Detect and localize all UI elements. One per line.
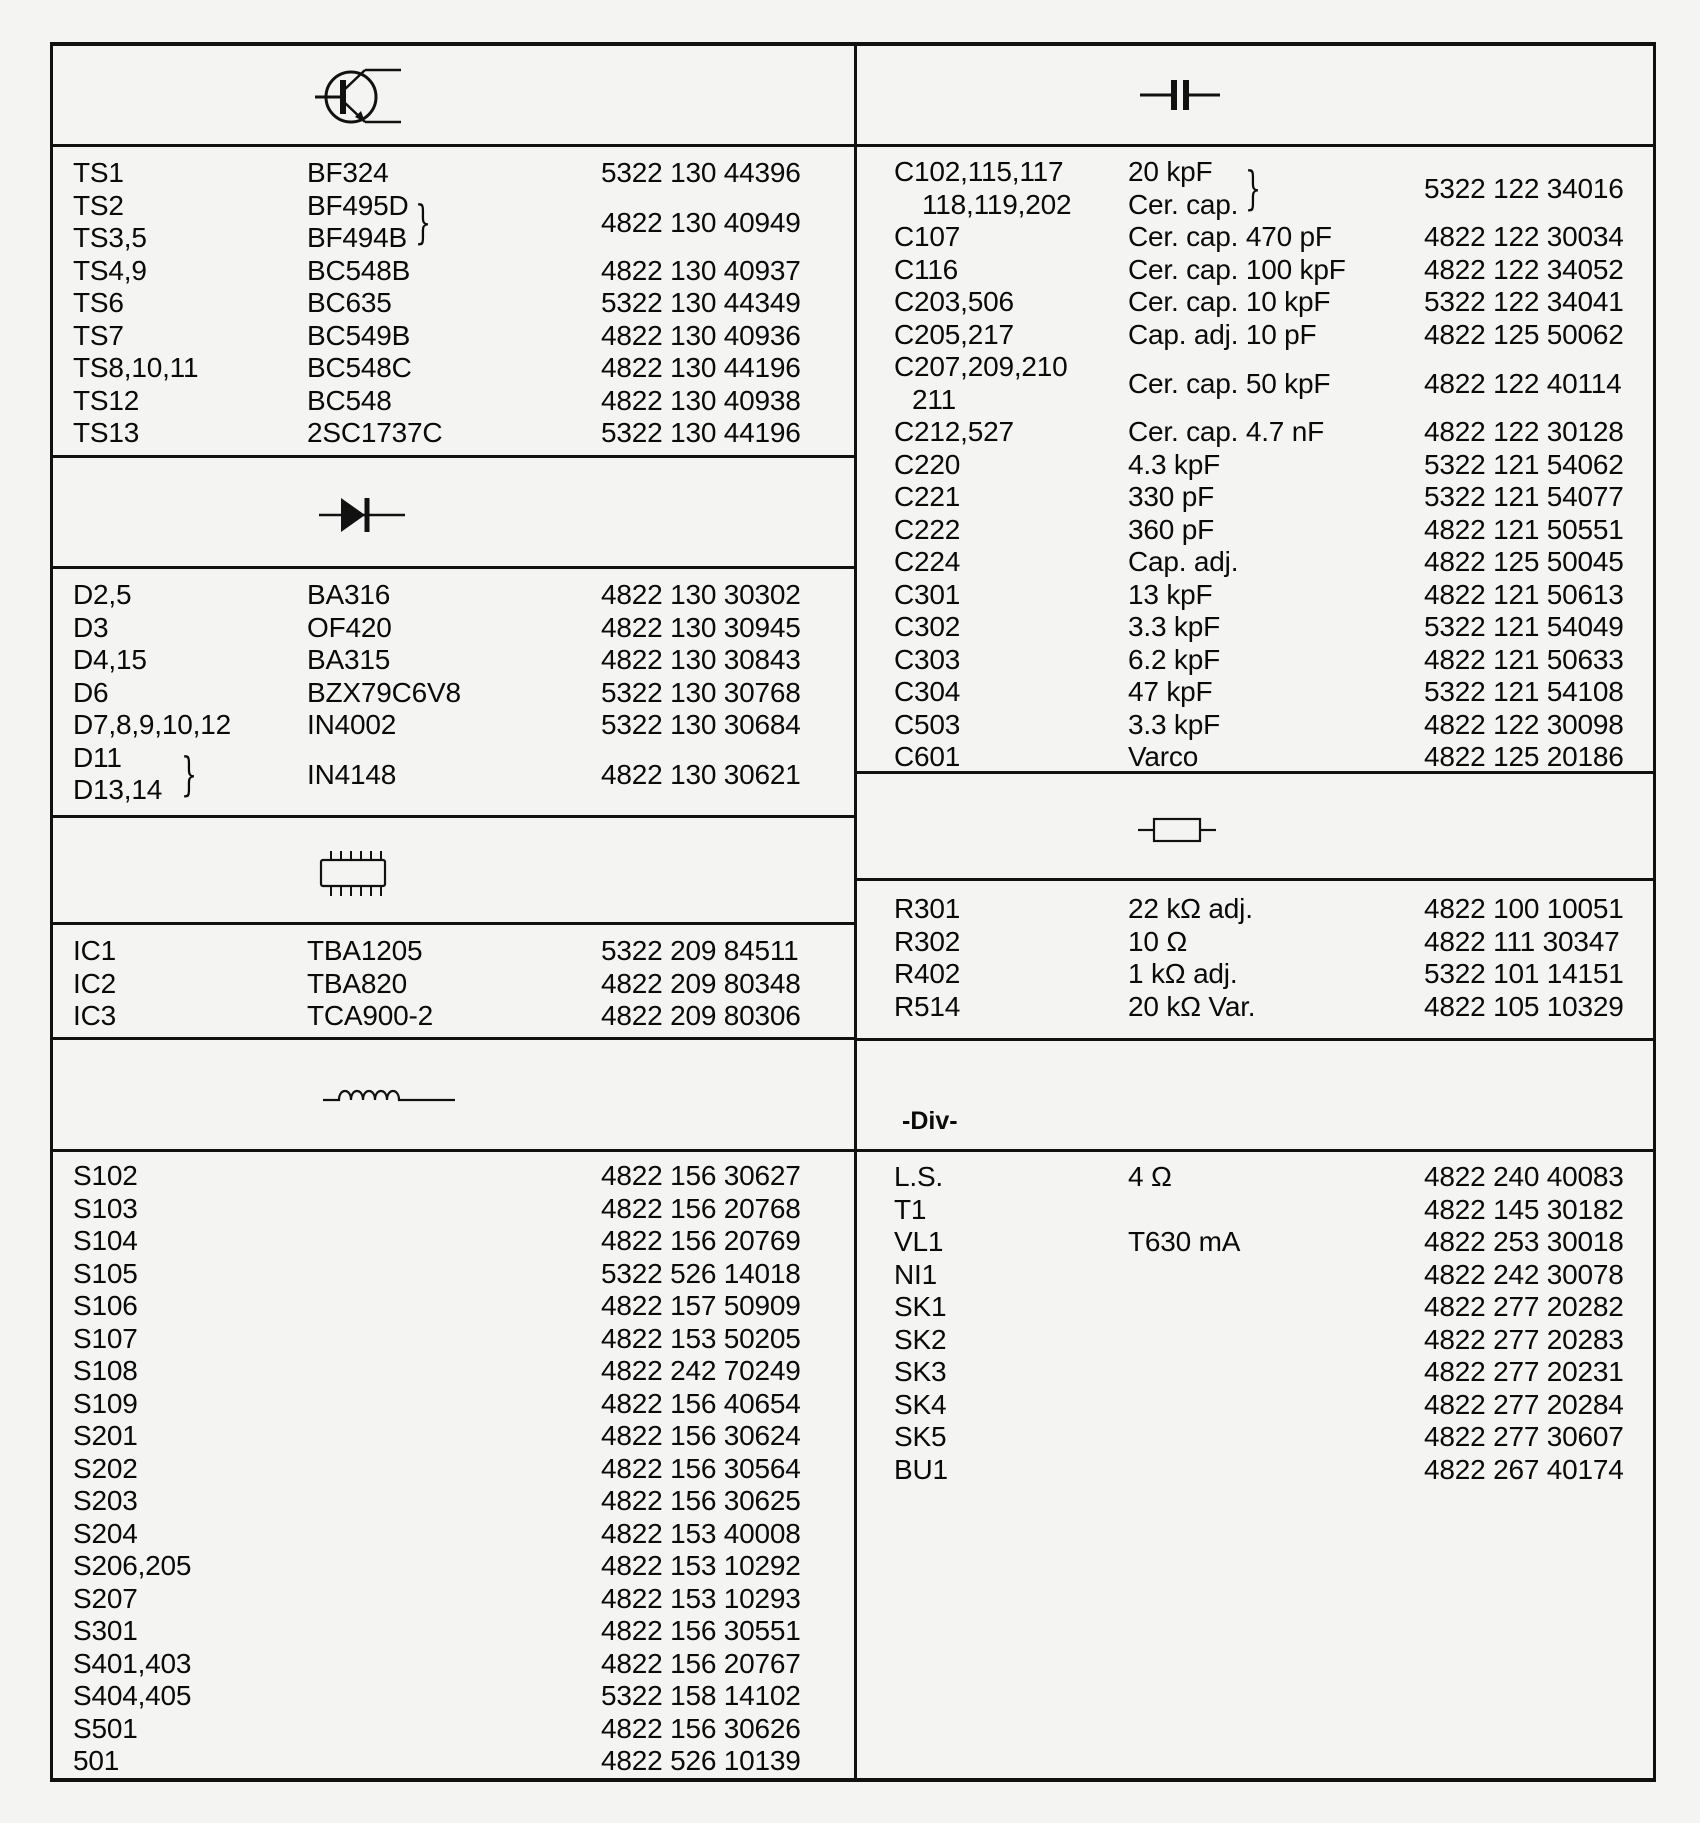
table-row [857, 1226, 1653, 1259]
table-row [857, 1324, 1653, 1357]
code: 4822 157 50909 [601, 1290, 801, 1321]
type: 6.2 kpF [1128, 643, 1220, 675]
code: 4822 277 20231 [1424, 1356, 1624, 1387]
table-row [857, 644, 1653, 677]
code: 4822 121 50633 [1424, 643, 1624, 675]
code: 5322 158 14102 [601, 1680, 801, 1711]
left-column [53, 46, 857, 1778]
table-row [53, 1485, 854, 1518]
table-row [53, 1160, 854, 1193]
code: 4822 277 20282 [1424, 1291, 1624, 1322]
ref: TS7 [73, 319, 124, 351]
brace-icon: } [181, 746, 197, 801]
ref: C116 [894, 253, 959, 285]
type: 22 kΩ adj. [1128, 893, 1253, 924]
type: BC549B [307, 319, 411, 351]
ref: SK5 [894, 1421, 947, 1452]
ref: C212,527 [894, 416, 1014, 447]
ref: L.S. [894, 1161, 944, 1192]
type: BC548C [307, 352, 412, 383]
type: BA315 [307, 644, 391, 675]
table-row [53, 1550, 854, 1583]
ref: SK4 [894, 1388, 947, 1420]
type: IN4148 [307, 758, 397, 790]
ref: TS4,9 [73, 254, 147, 286]
code: 4822 125 50062 [1424, 318, 1624, 350]
ref: S107 [73, 1322, 138, 1354]
code: 4822 526 10139 [601, 1745, 801, 1776]
ref: TS1 [73, 157, 124, 188]
table-row [53, 1453, 854, 1486]
table-row [857, 449, 1653, 482]
table-row [857, 1421, 1653, 1454]
type: 3.3 kpF [1128, 708, 1220, 740]
type: 1 kΩ adj. [1128, 958, 1238, 989]
code: 5322 121 54077 [1424, 481, 1624, 512]
table-row [857, 958, 1653, 991]
type: Cer. cap. 50 kpF [1128, 368, 1331, 399]
misc-header [857, 1038, 1653, 1152]
transistors-list [53, 157, 854, 450]
ref: SK3 [894, 1356, 947, 1387]
code: 4822 130 30945 [601, 611, 801, 643]
table-row [857, 286, 1653, 319]
code: 5322 526 14018 [601, 1257, 801, 1289]
type: 13 kpF [1128, 578, 1213, 610]
code: 4822 209 80306 [601, 1000, 801, 1031]
code: 5322 121 54062 [1424, 448, 1624, 480]
code: 4822 122 30098 [1424, 708, 1624, 740]
diodes-list [53, 579, 854, 807]
ref: C503 [894, 708, 961, 740]
table-row [857, 926, 1653, 959]
code: 4822 156 30551 [601, 1615, 801, 1646]
code: 4822 130 40937 [601, 254, 801, 286]
code: 4822 130 30843 [601, 644, 801, 675]
code: 4822 156 20767 [601, 1647, 801, 1679]
code: 5322 130 44349 [601, 287, 801, 318]
ref: S401,403 [73, 1647, 192, 1679]
code: 4822 209 80348 [601, 967, 801, 999]
type: IN4002 [307, 709, 397, 740]
code: 4822 156 40654 [601, 1387, 801, 1419]
table-row [857, 991, 1653, 1024]
code: 4822 153 10292 [601, 1550, 801, 1581]
code: 4822 111 30347 [1424, 925, 1620, 957]
ref: R302 [894, 925, 961, 957]
code: 4822 121 50613 [1424, 578, 1624, 610]
code: 5322 121 54049 [1424, 611, 1624, 642]
ref: 501 [73, 1745, 120, 1776]
code: 4822 130 30621 [601, 758, 801, 790]
ref: D6 [73, 676, 109, 708]
type: 4.3 kpF [1128, 448, 1220, 480]
code: 4822 130 40949 [601, 206, 801, 238]
table-row [857, 1454, 1653, 1487]
code: 4822 125 50045 [1424, 546, 1624, 577]
type: 4 Ω [1128, 1161, 1172, 1192]
ref: S103 [73, 1192, 138, 1224]
ref: IC3 [73, 1000, 116, 1031]
type: Cer. cap. 4.7 nF [1128, 416, 1325, 447]
type: 360 pF [1128, 513, 1214, 545]
capacitor-icon [1140, 78, 1220, 112]
ref: C304 [894, 676, 961, 707]
code: 4822 240 40083 [1424, 1161, 1624, 1192]
type: BZX79C6V8 [307, 676, 461, 708]
ref: C224 [894, 546, 961, 577]
table-row [53, 1615, 854, 1648]
ics-header [53, 815, 854, 925]
table-row [53, 579, 854, 612]
ics-list [53, 935, 854, 1033]
ref: S202 [73, 1452, 138, 1484]
ref: NI1 [894, 1258, 937, 1290]
type: 20 kΩ Var. [1128, 990, 1256, 1022]
table-row [53, 1713, 854, 1746]
type: BC548B [307, 254, 411, 286]
code: 4822 242 30078 [1424, 1258, 1624, 1290]
table-row [857, 1194, 1653, 1227]
ref: S204 [73, 1517, 138, 1549]
ref: S108 [73, 1355, 138, 1386]
right-column [857, 46, 1653, 1778]
table-row [857, 156, 1653, 221]
table-row [857, 351, 1653, 416]
ref: C107 [894, 221, 961, 252]
ref: R514 [894, 990, 961, 1022]
ref: S203 [73, 1485, 138, 1516]
capacitors-list [857, 156, 1653, 774]
table-row [53, 1388, 854, 1421]
code: 5322 130 30768 [601, 676, 801, 708]
table-row [857, 1291, 1653, 1324]
code: 4822 156 30625 [601, 1485, 801, 1516]
coils-list [53, 1160, 854, 1778]
type: 3.3 kpF [1128, 611, 1220, 642]
ref: C601 [894, 741, 961, 772]
table-row [53, 1420, 854, 1453]
type: TBA1205 [307, 935, 423, 966]
table-row [53, 385, 854, 418]
type: 330 pF [1128, 481, 1214, 512]
type: Varco [1128, 741, 1199, 772]
type: Cer. cap. 470 pF [1128, 221, 1332, 252]
code: 5322 130 30684 [601, 709, 801, 740]
code: 4822 125 20186 [1424, 741, 1624, 772]
ref: TS6 [73, 287, 124, 318]
ref: SK2 [894, 1323, 947, 1355]
table-row [857, 1389, 1653, 1422]
ref: D3 [73, 611, 109, 643]
ref: C302 [894, 611, 961, 642]
ref: S106 [73, 1290, 138, 1321]
ref: C102,115,117 118,119,202 [894, 156, 1072, 220]
ref: S206,205 [73, 1550, 192, 1581]
table-row [53, 157, 854, 190]
table-row [53, 1258, 854, 1291]
table-row [53, 677, 854, 710]
ref: S104 [73, 1225, 138, 1256]
ref: C221 [894, 481, 961, 512]
type: BC548 [307, 384, 392, 416]
code: 4822 153 50205 [601, 1322, 801, 1354]
transistors-header [53, 46, 854, 147]
coils-header [53, 1037, 854, 1152]
code: 4822 277 30607 [1424, 1421, 1624, 1452]
type: TBA820 [307, 967, 407, 999]
table-row [857, 1161, 1653, 1194]
code: 4822 130 30302 [601, 579, 801, 610]
ref: TS12 [73, 384, 140, 416]
code: 5322 121 54108 [1424, 676, 1624, 707]
ref: T1 [894, 1193, 927, 1225]
ref: IC2 [73, 967, 116, 999]
table-row [857, 416, 1653, 449]
resistors-list [857, 893, 1653, 1023]
ref: TS13 [73, 417, 140, 448]
ref: D4,15 [73, 644, 147, 675]
table-row [53, 1355, 854, 1388]
type: TCA900-2 [307, 1000, 434, 1031]
table-row [857, 1356, 1653, 1389]
resistor-icon [1138, 814, 1216, 846]
table-row [53, 190, 854, 255]
type: BA316 [307, 579, 391, 610]
type: T630 mA [1128, 1226, 1241, 1257]
type: 20 kpF Cer. cap. [1128, 156, 1239, 220]
ref: D11 D13,14 [73, 741, 163, 805]
ref: R301 [894, 893, 961, 924]
table-row [53, 1518, 854, 1551]
code: 5322 122 34041 [1424, 286, 1624, 317]
ref: SK1 [894, 1291, 947, 1322]
code: 5322 122 34016 [1424, 173, 1624, 204]
table-row [857, 676, 1653, 709]
ref: TS2 TS3,5 [73, 189, 147, 253]
type: Cap. adj. 10 pF [1128, 318, 1317, 350]
table-row [53, 1583, 854, 1616]
ref: D2,5 [73, 579, 132, 610]
code: 4822 122 40114 [1424, 368, 1622, 399]
table-row [53, 1225, 854, 1258]
code: 4822 105 10329 [1424, 990, 1624, 1022]
type: Cer. cap. 100 kpF [1128, 253, 1346, 285]
ref: C303 [894, 643, 961, 675]
table-row [857, 1259, 1653, 1292]
code: 4822 156 20769 [601, 1225, 801, 1256]
type: BF495D BF494B [307, 189, 409, 253]
table-row [857, 546, 1653, 579]
ref: C203,506 [894, 286, 1014, 317]
ref: D7,8,9,10,12 [73, 709, 231, 740]
code: 5322 209 84511 [601, 935, 799, 966]
code: 4822 277 20284 [1424, 1388, 1624, 1420]
table-row [53, 320, 854, 353]
table-row [53, 287, 854, 320]
code: 4822 100 10051 [1424, 893, 1624, 924]
code: 5322 101 14151 [1424, 958, 1624, 989]
code: 4822 277 20283 [1424, 1323, 1624, 1355]
ref: S301 [73, 1615, 138, 1646]
code: 4822 242 70249 [601, 1355, 801, 1386]
table-row [857, 579, 1653, 612]
code: 4822 156 30624 [601, 1420, 801, 1451]
brace-icon: } [1245, 161, 1261, 215]
type: OF420 [307, 611, 392, 643]
code: 4822 122 30034 [1424, 221, 1624, 252]
table-row [857, 319, 1653, 352]
table-row [857, 611, 1653, 644]
ref: R402 [894, 958, 961, 989]
table-row [857, 741, 1653, 774]
code: 4822 253 30018 [1424, 1226, 1624, 1257]
inductor-icon [323, 1084, 455, 1104]
type: BC635 [307, 287, 392, 318]
type: 47 kpF [1128, 676, 1213, 707]
table-row [53, 612, 854, 645]
resistors-header [857, 771, 1653, 881]
table-row [53, 644, 854, 677]
code: 4822 122 34052 [1424, 253, 1624, 285]
code: 5322 130 44196 [601, 417, 801, 448]
type: Cer. cap. 10 kpF [1128, 286, 1331, 317]
ref: IC1 [73, 935, 116, 966]
table-row [53, 255, 854, 288]
code: 4822 156 20768 [601, 1192, 801, 1224]
code: 4822 153 10293 [601, 1582, 801, 1614]
ref: C222 [894, 513, 961, 545]
table-row [53, 417, 854, 450]
ref: C207,209,210 211 [894, 351, 1068, 415]
ref: C301 [894, 578, 961, 610]
table-row [857, 221, 1653, 254]
ref: S109 [73, 1387, 138, 1419]
table-row [53, 1680, 854, 1713]
table-row [53, 742, 854, 807]
ref: S501 [73, 1712, 138, 1744]
ref: BU1 [894, 1453, 948, 1485]
misc-list [857, 1161, 1653, 1486]
ref: S105 [73, 1257, 138, 1289]
ref: S207 [73, 1582, 138, 1614]
code: 4822 122 30128 [1424, 416, 1624, 447]
table-row [53, 1323, 854, 1356]
table-row [53, 1745, 854, 1778]
brace-icon: } [415, 194, 431, 249]
code: 4822 156 30564 [601, 1452, 801, 1484]
table-row [53, 1000, 854, 1033]
table-row [53, 1193, 854, 1226]
table-row [857, 254, 1653, 287]
code: 4822 130 40936 [601, 319, 801, 351]
code: 4822 130 44196 [601, 352, 801, 383]
code: 4822 121 50551 [1424, 513, 1624, 545]
misc-section-label: -Div- [902, 1107, 958, 1135]
code: 4822 145 30182 [1424, 1193, 1624, 1225]
integrated-circuit-icon [317, 848, 389, 900]
ref: C205,217 [894, 318, 1014, 350]
table-row [53, 968, 854, 1001]
table-row [53, 1648, 854, 1681]
ref: S102 [73, 1160, 138, 1191]
table-row [53, 352, 854, 385]
table-row [857, 709, 1653, 742]
table-row [53, 709, 854, 742]
code: 4822 130 40938 [601, 384, 801, 416]
type: 2SC1737C [307, 417, 443, 448]
code: 4822 156 30627 [601, 1160, 801, 1191]
ref: VL1 [894, 1226, 944, 1257]
type: 10 Ω [1128, 925, 1188, 957]
ref: C220 [894, 448, 961, 480]
table-row [857, 514, 1653, 547]
capacitors-header [857, 46, 1653, 147]
type: Cap. adj. [1128, 546, 1239, 577]
code: 4822 153 40008 [601, 1517, 801, 1549]
transistor-icon [315, 62, 415, 132]
table-row [53, 1290, 854, 1323]
table-row [857, 481, 1653, 514]
diode-icon [319, 496, 405, 534]
code: 4822 156 30626 [601, 1712, 801, 1744]
table-row [857, 893, 1653, 926]
code: 4822 267 40174 [1424, 1453, 1624, 1485]
table-row [53, 935, 854, 968]
ref: TS8,10,11 [73, 352, 199, 383]
type: BF324 [307, 157, 389, 188]
diodes-header [53, 455, 854, 569]
ref: S201 [73, 1420, 138, 1451]
parts-list-table [50, 42, 1656, 1782]
ref: S404,405 [73, 1680, 192, 1711]
code: 5322 130 44396 [601, 157, 801, 188]
